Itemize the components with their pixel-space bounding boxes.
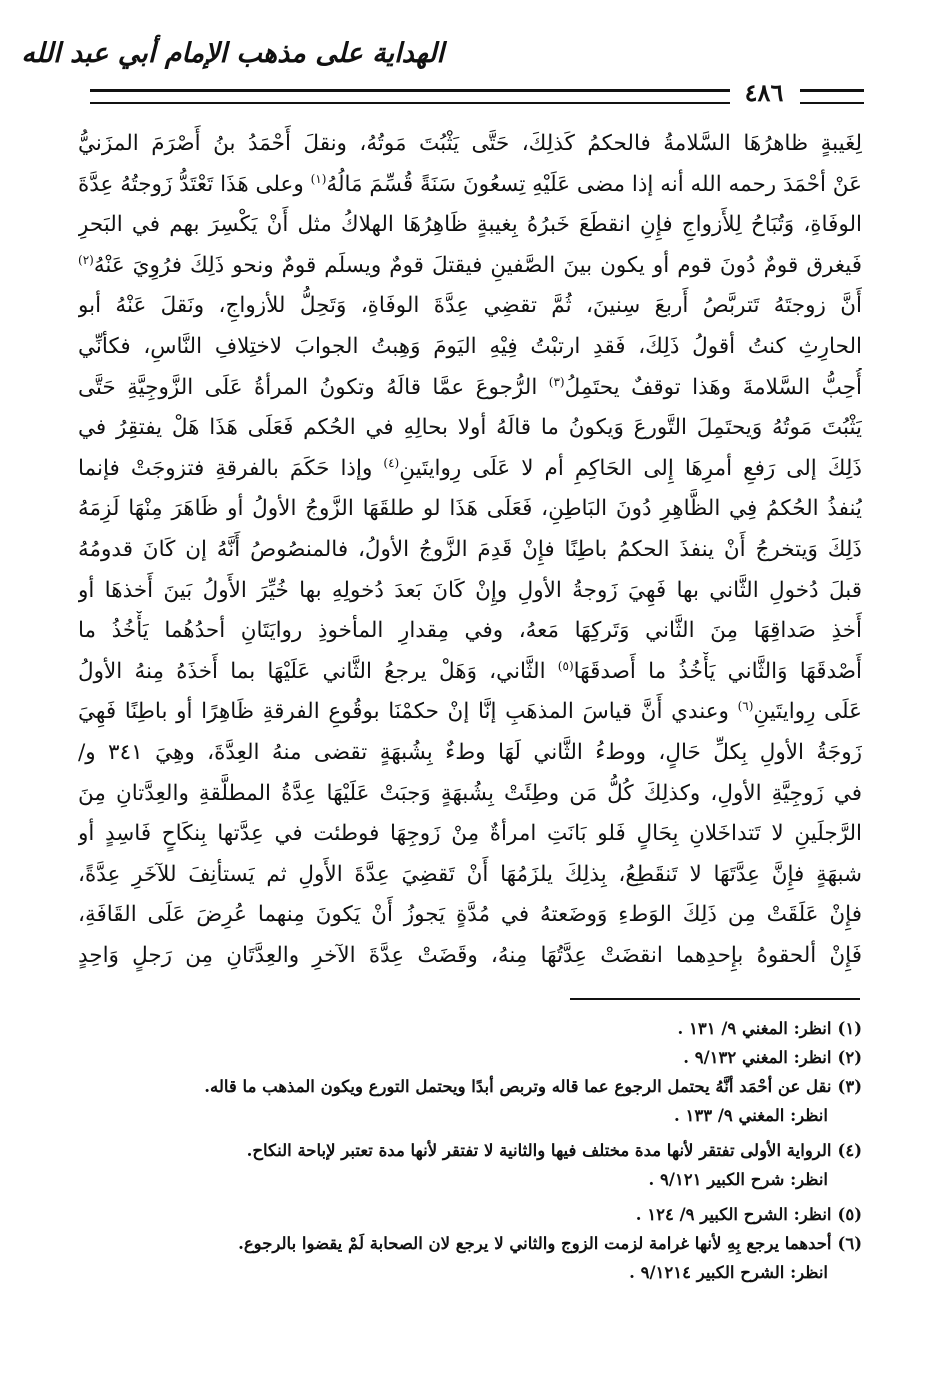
text-line-9: ذَلِكَ إلى رَفعِ أمرِهَا إِلى الحَاكِمِ أم لا عَلَى رِوايتَينِ$^{(٤)}$ وإذا حَكَمَ بالفرقةِ فتزوجَتْ فإنما [78,455,862,481]
manuscript-folio-ref: ٣٤١ و/ [78,739,143,765]
text-line-6: الحارِثِ كنتُ أقولُ ذَلِكَ، فَقدِ ارتبْتُ فِيْهِ اليَومَ وَهِبتُ الجوابَ لاختِلافِ النَّاسِ، فكأنِّي [78,333,862,359]
text-line-2: عَنْ أحْمَدَ رحمه الله أنه إذا مضى عَلَيْهِ تِسعُونَ سَنَةً قُسِّمَ مَالُهُ$^{(١)}$ وعلى هَذَا تَعْتَدُّ زَوجتُهُ عِدَّةَ [78,171,862,197]
footnote-marker-5[interactable]: (٥) [557,658,574,673]
text-line-4: فَيغرق قومٌ دُونَ قوم أو يكون بينَ الصَّفينِ فيقتلَ قومٌ ويسلَم قومٌ ونحو ذَلِكَ فرُوِيَ عَنْهُ$^{(٢)}$ [78,252,862,278]
text-line-12: قبلَ دُخولِ الثَّاني بها فَهِيَ زَوجةُ الأولِ وإِنْ كَانَ بَعدَ دُخولِهِ بها خُيِّرَ الأَولُ بَينَ أَخذهَا أو [78,577,862,603]
footnote-number: (٥) [837,1205,862,1224]
footnotes [78,1014,862,1287]
page-number: ٤٨٦ [744,78,784,107]
text-line-14: أَصْدقَهَا وَالثَّاني يَأْخُذُ ما أَصدقَهَا$^{(٥)}$ الثَّاني، وَهَلْ يرجعُ الثَّاني عَلَيْهَا بما أَخذَهُ مِنهُ الأولُ [78,658,862,684]
footnote-number: (١) [837,1019,862,1038]
footnote-marker-2[interactable]: (٢) [78,252,94,267]
text-line-1: لِغَيبةٍ ظاهرُهَا السَّلامةُ فالحكمُ كَذلِكَ، حَتَّى يَثْبُتَ مَوتُهُ، ونقلَ أَحْمَدُ بنُ أَصْرَمَ المزَنيُّ [78,131,862,156]
text-line-8: يَثْبُتَ مَوتُهُ وَيحتَمِلَ التَّورعَ وَيكونُ ما قالَهُ أولا بحالِهِ في الحُكم فَعَلَى هَذَا هَلْ يفتقِرُ في [78,415,862,441]
text-line-13: أَخذِ صَداقِهَا مِنَ الثَّاني وَتَركِهَا مَعهُ، وفي مِقدارِ المأخوذِ روايَتَانِ أحدُهُما يَأْخُذُ ما [78,618,862,644]
footnote-marker-4[interactable]: (٤) [383,455,400,470]
footnote-5: (٥)انظر: الشرح الكبير ٩/ ١٢٤ . [78,1200,862,1229]
footnote-number: (٤) [837,1141,862,1160]
text-line-19: شبهَةٍ فإِنَّ عِدَّتَهَا لا تَنقَطِعُ، بِذلِكَ يلزَمُهَا أَنْ تَقضِيَ عِدَّةَ الأَولِ ثم يَستأنِفَ للآخَرِ عِدَّةً، [78,861,862,887]
running-header-title: الهداية على مذهب الإمام أبي عبد الله [21,38,444,69]
text-line-11: ذَلِكَ وَيتخرجُ أَنْ ينفذَ الحكمُ باطِنًا فإِنْ قَدِمَ الزَّوجُ الأولُ، فالمنصُوصُ أَنَّهُ إن كَانَ قدومُهُ [78,536,862,562]
footnote-marker-6[interactable]: (٦) [737,699,754,714]
text-line-3: الوفَاةِ، وَتُبَاحُ لِلأَزواجِ فإِنِ انقطَعَ خَبرُهُ بِغيبةٍ ظَاهِرُهَا الهلاكُ مثل أَنْ يَكْسِرَ بهم في البَحرِ [78,212,862,238]
text-line-20: فإِنْ عَلَقَتْ مِن ذَلِكَ الوَطءِ وَوضَعتهُ في مُدَّةٍ يَجوزُ أَنْ يَكونَ مِنهما عُرِضَ عَلَى القَافَةِ، [78,902,862,928]
footnote-separator [570,998,860,1000]
text-line-18: الرَّجلَينِ لا تَتداخَلانِ بِحَالٍ فَلو بَانَتِ امرأةٌ مِنْ زَوجِهَا فوطئت في عِدَّتها بِنكَاحٍ فَاسِدٍ أو [78,821,862,847]
text-line-5: أَنَّ زوجتَهُ تَتربَّصُ أَربعَ سِنينَ، ثُمَّ تقضِي عِدَّةَ الوفَاةِ، وَتَحِلُّ للأزواجِ، ونَقلَ عَنْهُ أبو [78,293,862,319]
text-line-17: في زَوجِيَّةِ الأولِ، وكذلِكَ كُلُّ مَن وطِئَتْ بِشُبهَةٍ وَجبَتْ عَلَيْهَا عِدَّةُ المطلَّقةِ والعِدَّتانِ مِنَ [78,780,862,806]
footnote-1: (١)انظر: المغني ٩/ ١٣١ . [78,1014,862,1043]
footnote-marker-1[interactable]: (١) [310,171,327,186]
header-double-rule [90,89,730,104]
main-text [78,124,862,976]
text-line-7: أُحِبُّ السَّلامةَ وهَذا توقفٌ يحتَمِلُ$^{(٣)}$ الرُّجوعَ عمَّا قالَهُ وتكونُ المرأةُ عَلَى الزَّوجِيَّةِ حَتَّى [78,374,862,400]
text-line-15: عَلَى رِوايتَينِ$^{(٦)}$ وعندي أَنَّ قياسَ المذهَبِ إنَّا إنْ حكمْنَا بوقُوعِ الفرقةِ ظَاهِرًا أو باطِنًا فَهِيَ [78,699,862,725]
text-line-16: زَوجَةُ الأولِ بِكلِّ حَالٍ، ووطءُ الثَّاني لَهَا وطءٌ بِشُبهَةٍ تقضى منهُ العِدَّةَ، وهِيَ ٣٤١ و/ [78,739,862,765]
footnote-number: (٦) [837,1234,862,1253]
page-number-double-rule [800,89,864,104]
footnote-2: (٢)انظر: المغني ٩/١٣٢ . [78,1043,862,1072]
footnote-6: (٦)أحدهما يرجع بِهِ لأنها غرامة لزمت الزوج والثاني لا يرجع لان الصحابة لَمْ يقضوا بالرجوع. انظر: الشرح الكبير ٩/١٢١٤ . [78,1229,862,1287]
footnote-number: (٣) [837,1077,862,1096]
text-line-21: فَإِنْ ألحقوهُ بإِحدِهما انقضَتْ عِدَّتُهَا مِنهُ، وقَضَتْ عِدَّةَ الآخرِ والعِدَّتَانِ مِن رَجلٍ وَاحِدٍ [78,942,862,968]
footnote-marker-3[interactable]: (٣) [548,374,565,389]
footnote-3: (٣)نقل عن أحْمَد أنَّهُ يحتمل الرجوع عما قاله وتربص أبدًا ويحتمل التورع ويكون المذهب ما قاله. انظر: المغني ٩/ ١٣٣ . [78,1072,862,1130]
footnote-number: (٢) [837,1048,862,1067]
footnote-4: (٤)الرواية الأولى تفتقر لأنها مدة مختلف فيها والثانية لا تفتقر لأنها مدة تعتبر لإباحة النكاح. انظر: شرح الكبير ٩/١٢١ . [78,1136,862,1194]
text-line-10: يُنفذُ الحُكمُ فِي الظَّاهِرِ دُونَ البَاطِنِ، فَعَلَى هَذَا لو طلقَهَا الزَّوجُ الأولُ أو ظَاهَرَ مِنْهَا لَزِمَهُ [78,496,862,522]
